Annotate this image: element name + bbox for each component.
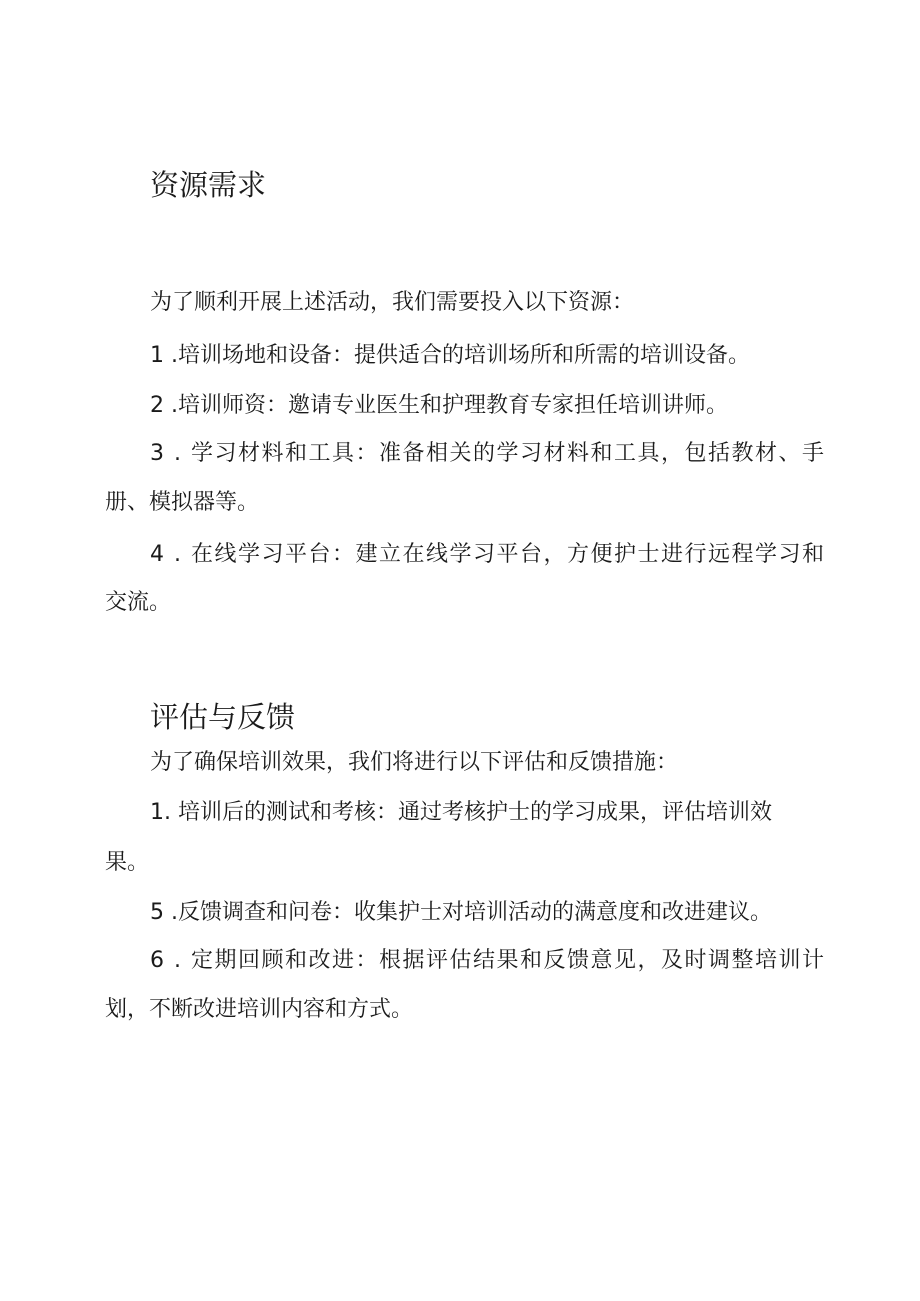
section-title-evaluation: 评估与反馈 bbox=[150, 700, 296, 734]
resources-item-4-line-1: 4 . 在线学习平台：建立在线学习平台，方便护士进行远程学习和 bbox=[150, 542, 826, 567]
evaluation-item-6-line-2: 划，不断改进培训内容和方式。 bbox=[105, 997, 414, 1022]
resources-item-4-line-2: 交流。 bbox=[105, 590, 172, 615]
resources-item-1: 1 .培训场地和设备：提供适合的培训场所和所需的培训设备。 bbox=[150, 343, 750, 368]
evaluation-item-1-line-2: 果。 bbox=[105, 850, 150, 875]
evaluation-item-6-line-1: 6 . 定期回顾和改进：根据评估结果和反馈意见，及时调整培训计 bbox=[150, 948, 826, 973]
resources-item-3-line-2: 册、模拟器等。 bbox=[105, 490, 260, 515]
evaluation-intro: 为了确保培训效果，我们将进行以下评估和反馈措施： bbox=[150, 750, 679, 775]
evaluation-item-1-line-1: 1. 培训后的测试和考核：通过考核护士的学习成果，评估培训效 bbox=[150, 800, 772, 825]
resources-intro: 为了顺利开展上述活动，我们需要投入以下资源： bbox=[150, 290, 635, 315]
resources-item-2: 2 .培训师资：邀请专业医生和护理教育专家担任培训讲师。 bbox=[150, 393, 728, 418]
resources-item-3-line-1: 3 . 学习材料和工具：准备相关的学习材料和工具，包括教材、手 bbox=[150, 441, 826, 466]
section-title-resources: 资源需求 bbox=[150, 168, 267, 202]
evaluation-item-5: 5 .反馈调查和问卷：收集护士对培训活动的满意度和改进建议。 bbox=[150, 900, 772, 925]
